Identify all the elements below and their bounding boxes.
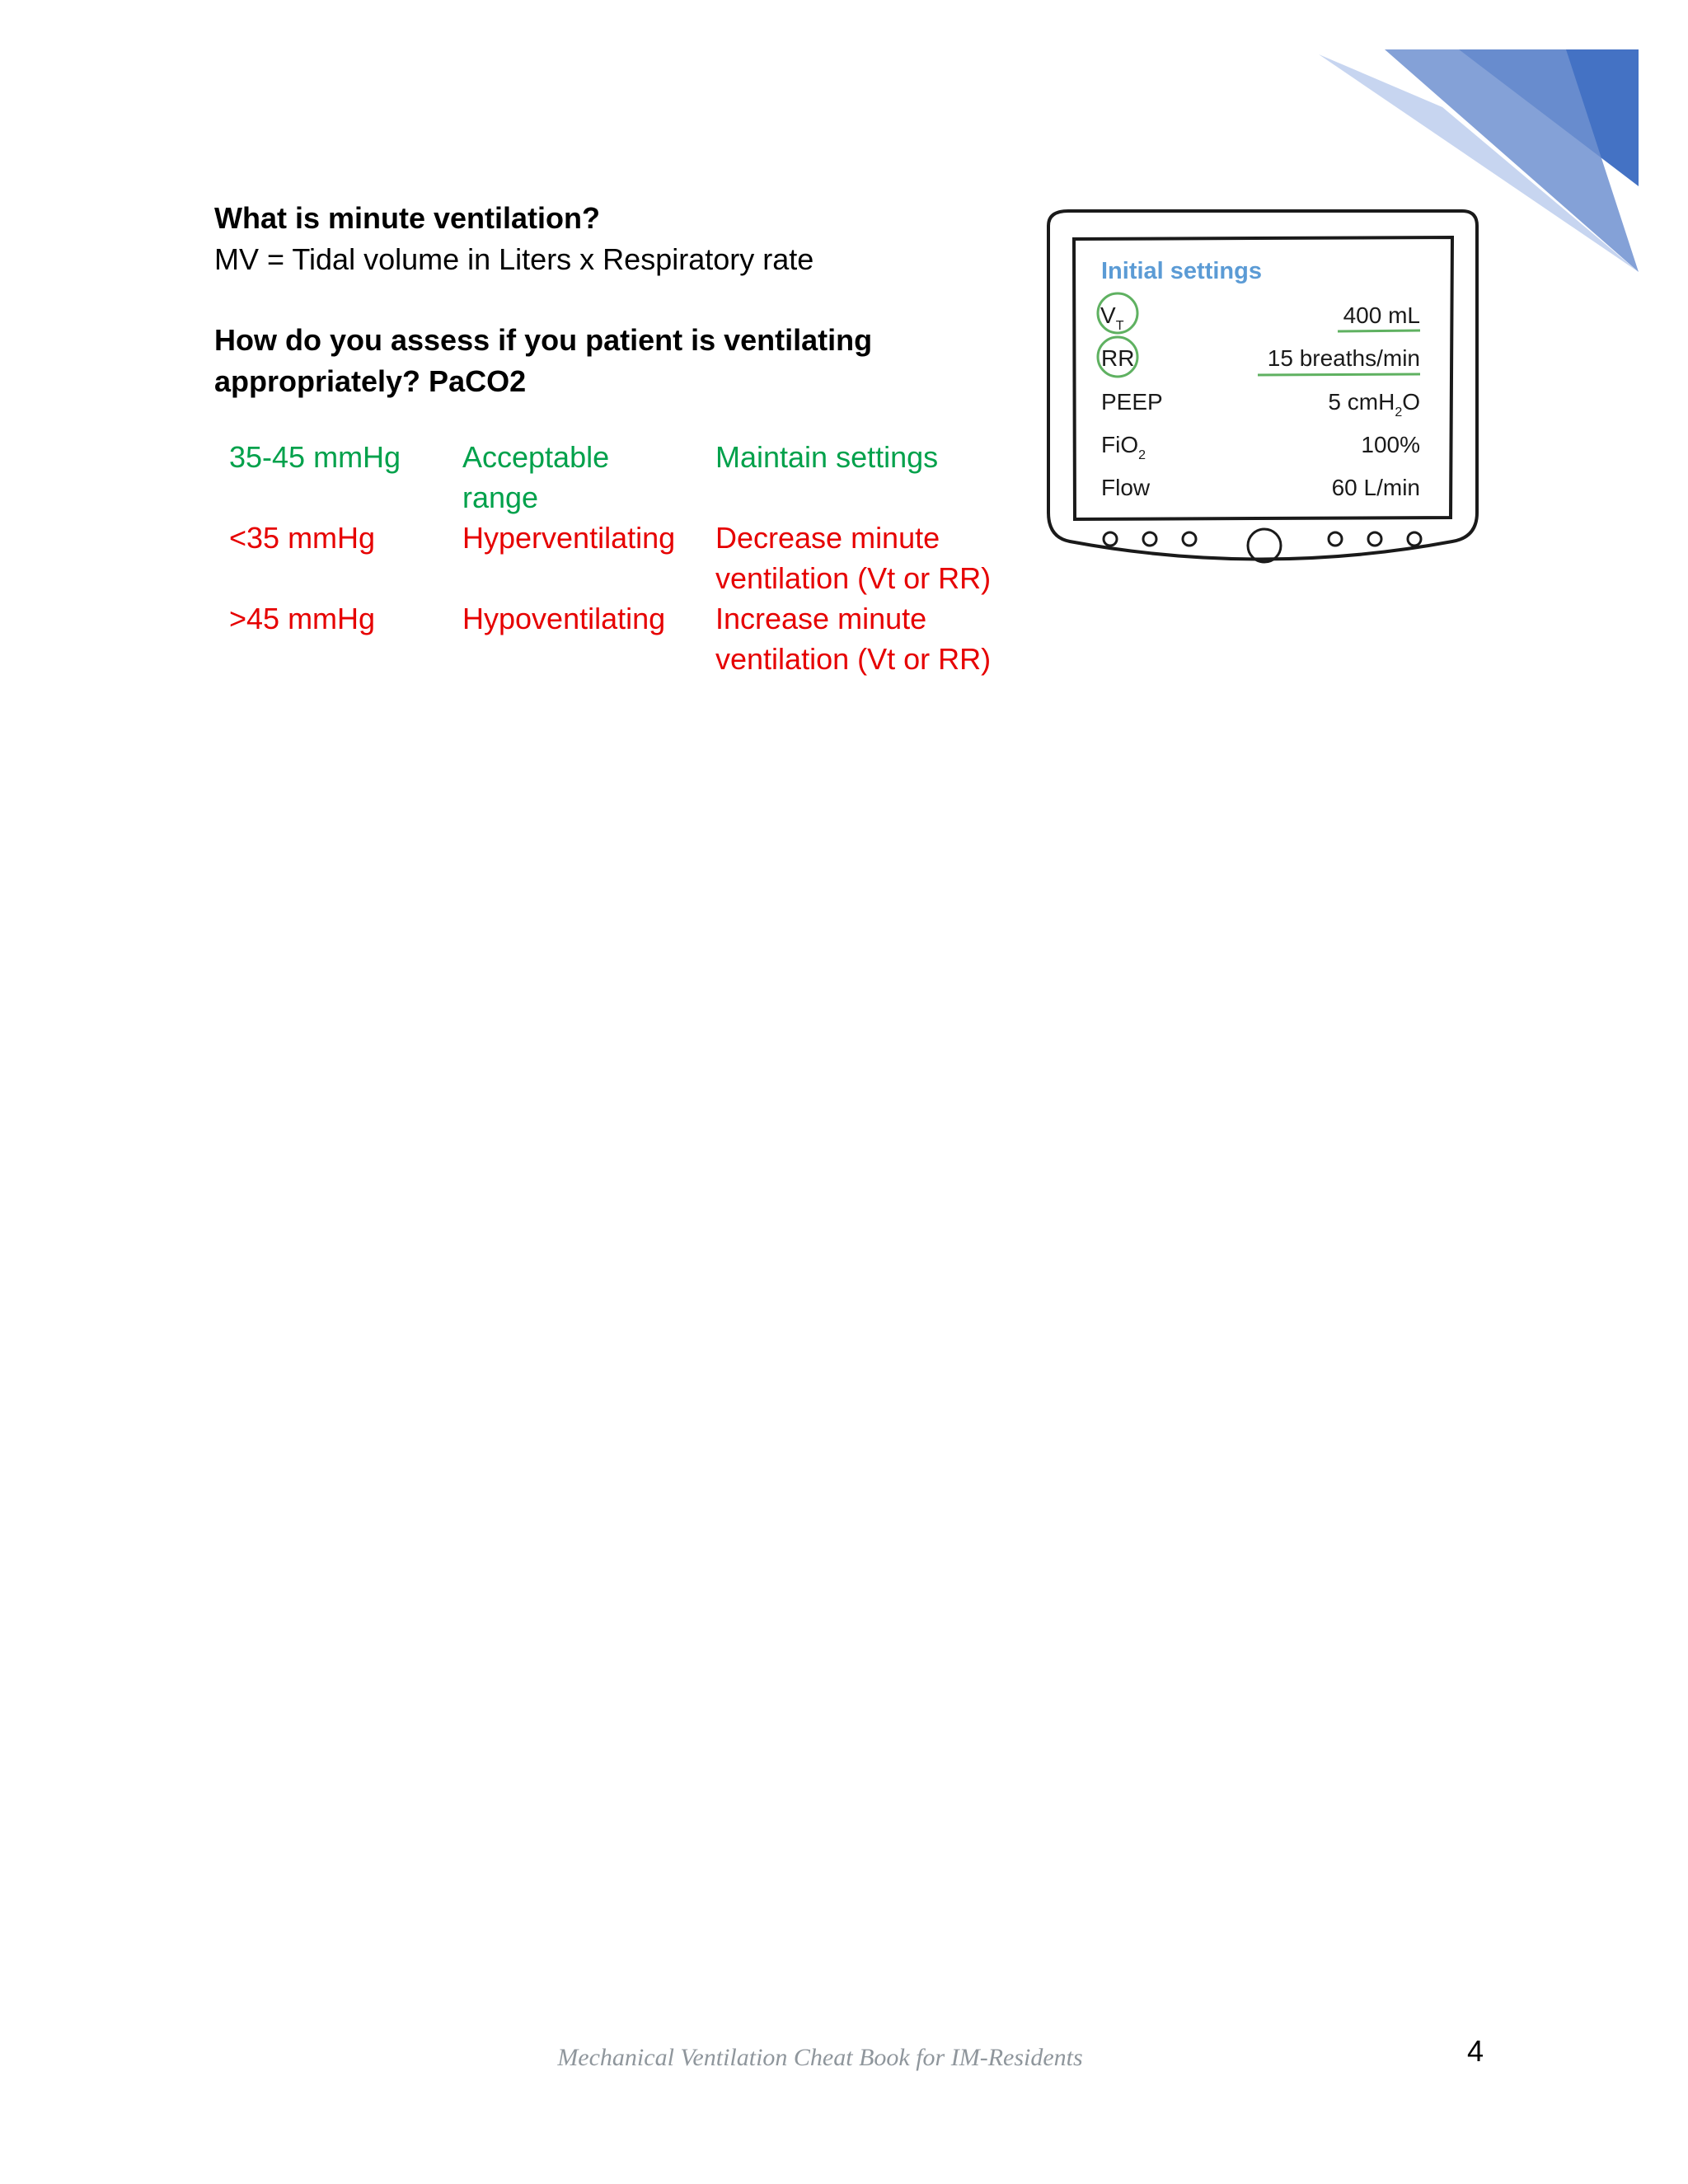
flow-label: Flow <box>1101 475 1151 500</box>
fio2-value: 100% <box>1361 432 1420 457</box>
rr-label: RR <box>1101 345 1135 371</box>
question-assess-ventilation-line2: appropriately? PaCO2 <box>214 364 527 398</box>
status-line: range <box>462 480 539 514</box>
screen-title: Initial settings <box>1101 258 1262 284</box>
content <box>214 198 1030 679</box>
status-line: Acceptable <box>462 440 610 474</box>
action-line: Decrease minute <box>715 521 940 555</box>
range-cell: 35-45 mmHg <box>229 440 401 474</box>
range-cell: <35 mmHg <box>229 521 376 555</box>
answer-minute-ventilation: MV = Tidal volume in Liters x Respiratory rate <box>214 242 814 276</box>
flow-value: 60 L/min <box>1331 475 1420 500</box>
table-row <box>229 598 1012 679</box>
action-line: Increase minute <box>715 602 927 635</box>
action-cell: Maintain settings <box>715 440 939 474</box>
rr-value-underline <box>1258 374 1420 375</box>
peep-label: PEEP <box>1101 389 1163 415</box>
paco2-table <box>229 437 1012 679</box>
vt-value-underline <box>1338 330 1420 331</box>
peep-value: 5 cmH$_2$O <box>1328 389 1420 419</box>
action-cell <box>715 518 1012 598</box>
action-line: ventilation (Vt or RR) <box>715 561 992 595</box>
question-assess-ventilation-line1: How do you assess if you patient is ventilating <box>214 323 873 357</box>
action-cell <box>715 598 1012 679</box>
fio2-label: FiO$_2$ <box>1101 432 1146 462</box>
page-number: 4 <box>1467 2034 1484 2068</box>
ventilator-illustration <box>1045 208 1482 579</box>
footer-title: Mechanical Ventilation Cheat Book for IM-Residents <box>557 2044 1083 2071</box>
vt-value: 400 mL <box>1343 302 1420 328</box>
range-cell: >45 mmHg <box>229 602 376 635</box>
rr-value: 15 breaths/min <box>1267 345 1420 371</box>
question-minute-ventilation: What is minute ventilation? <box>214 201 601 235</box>
table-row <box>229 437 1012 518</box>
status-cell: Hyperventilating <box>462 521 676 555</box>
action-line: ventilation (Vt or RR) <box>715 642 992 676</box>
vt-label: $V_T$ <box>1100 302 1124 333</box>
table-row <box>229 518 1012 598</box>
status-cell <box>462 437 715 518</box>
status-cell: Hypoventilating <box>462 602 666 635</box>
